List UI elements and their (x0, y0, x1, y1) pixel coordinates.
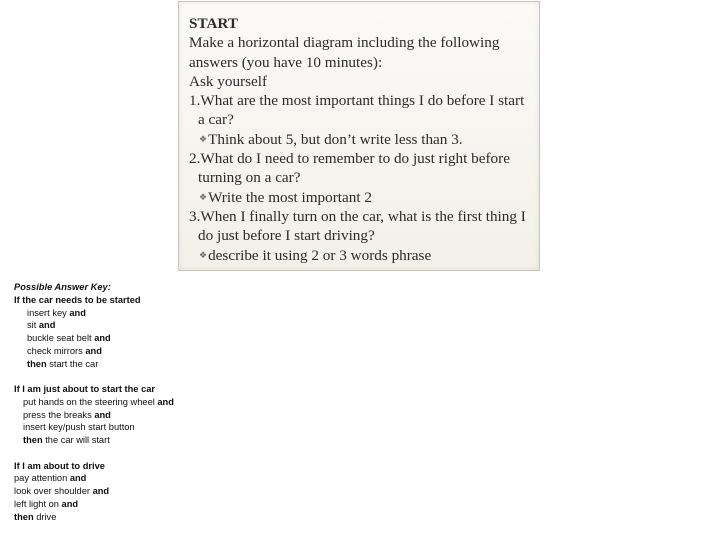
list-item-final: then start the car (27, 358, 99, 369)
card-ask: Ask yourself (189, 72, 268, 90)
instruction-card (178, 1, 540, 271)
answer-key (14, 281, 174, 523)
question-1-hint-text: Think about 5, but don’t write less than 3. (208, 130, 463, 148)
list-item: press the breaks and (23, 409, 111, 420)
section-3-title: If I am about to drive (14, 460, 105, 471)
question-2-hint-text: Write the most important 2 (208, 188, 372, 206)
question-3-hint (189, 246, 529, 265)
question-3-hint-text: describe it using 2 or 3 words phrase (208, 246, 432, 264)
list-item: buckle seat belt and (27, 333, 111, 343)
section-2-title: If I am just about to start the car (14, 384, 156, 394)
card-intro: Make a horizontal diagram including the following answers (you have 10 minutes): (189, 34, 500, 71)
diamond-bullet-icon: ❖ (199, 191, 208, 202)
question-3: 3.When I finally turn on the car, what is the first thing I do just before I start driving? (189, 207, 526, 245)
list-item: left light on and (14, 498, 79, 509)
list-item: sit and (27, 320, 56, 331)
list-item: insert key and (27, 307, 86, 318)
question-1-hint (189, 130, 529, 149)
list-item-final: then drive (14, 511, 57, 522)
list-item: look over shoulder and (14, 486, 110, 496)
list-item: put hands on the steering wheel and (23, 396, 174, 407)
list-item: insert key/push start button (23, 422, 135, 433)
section-1-title: If the car needs to be started (14, 294, 141, 305)
list-item: pay attention and (14, 473, 87, 484)
answer-key-heading: Possible Answer Key: (14, 282, 111, 292)
card-title: START (189, 15, 238, 32)
question-2-hint (189, 188, 529, 207)
diamond-bullet-icon: ❖ (199, 249, 208, 260)
diamond-bullet-icon: ❖ (199, 133, 208, 144)
list-item: check mirrors and (27, 345, 102, 356)
question-2: 2.What do I need to remember to do just right before turning on a car? (189, 150, 510, 187)
list-item-final: then the car will start (23, 435, 110, 445)
question-1: 1.What are the most important things I do before I start a car? (189, 92, 525, 129)
